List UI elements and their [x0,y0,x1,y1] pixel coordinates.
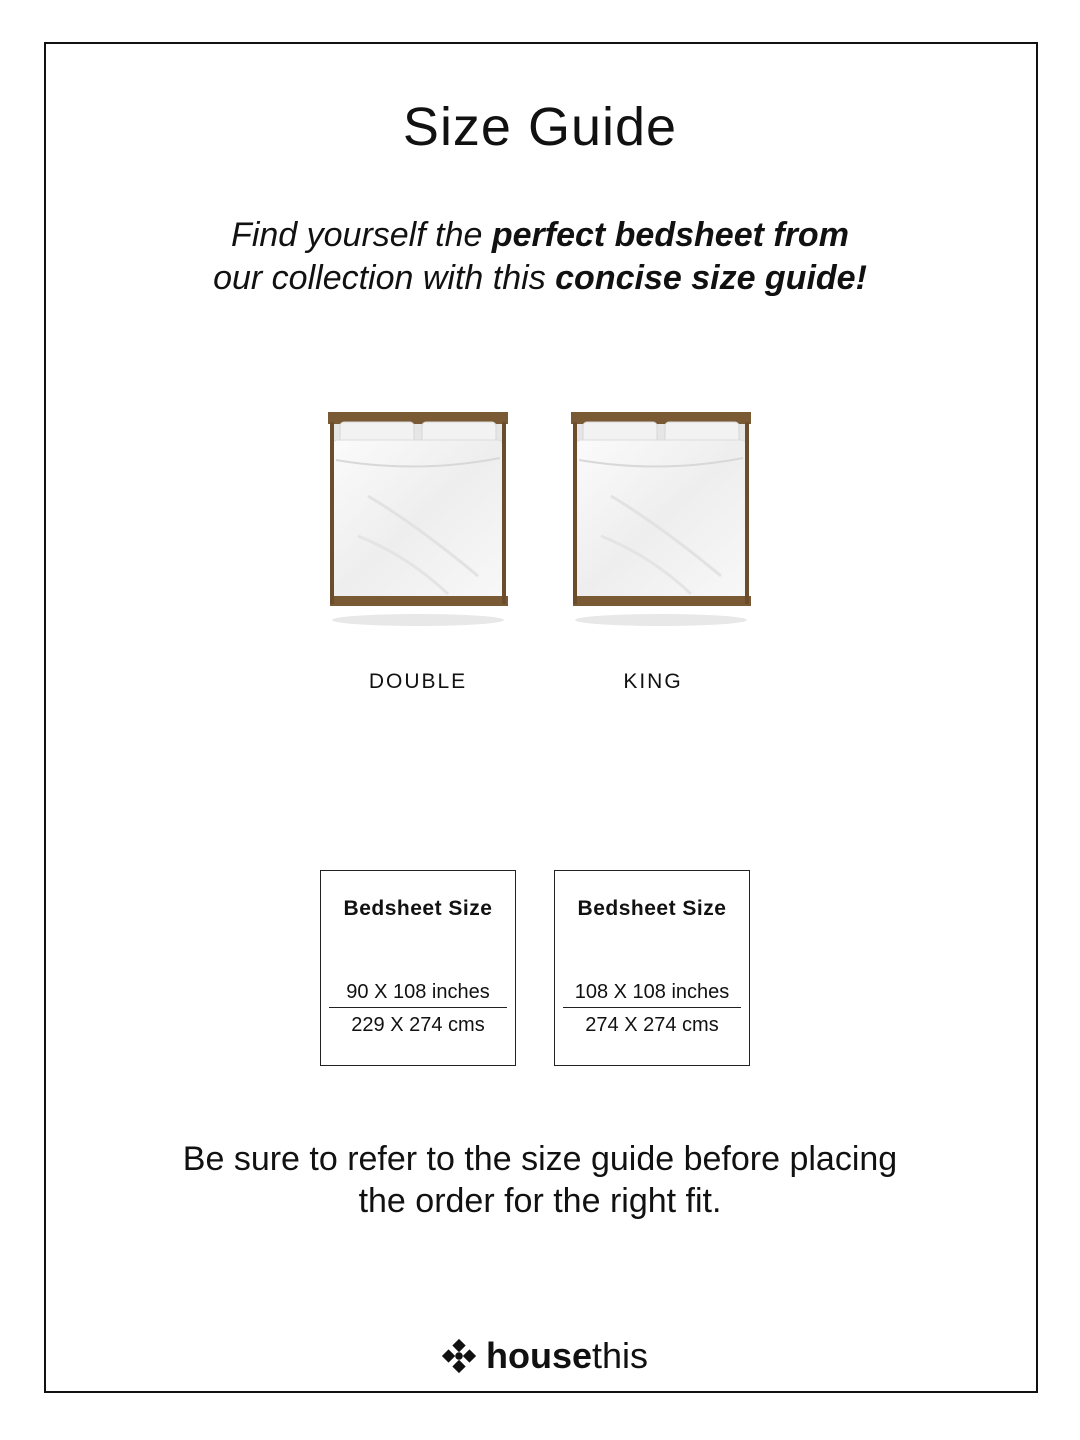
size-guide-note [0,1138,1080,1222]
king-bed-illustration [571,406,753,631]
brand-logo [440,1334,648,1378]
double-size-box [320,870,516,1066]
note-line-1: Be sure to refer to the size guide before placing [182,1140,898,1178]
double-bed-label: DOUBLE [368,670,468,693]
intro-line-1: Find yourself the perfect bedsheet from [231,216,849,254]
size-cms: 229 X 274 cms [351,1014,485,1036]
divider [329,1007,507,1008]
divider [563,1007,741,1008]
intro-text [0,214,1080,300]
size-box-heading: Bedsheet Size [343,897,493,920]
size-box-heading: Bedsheet Size [577,897,727,920]
size-inches: 90 X 108 inches [346,981,490,1003]
king-bed-label: KING [623,670,683,693]
housethis-logo-icon [440,1337,478,1375]
double-bed-illustration [328,406,510,631]
note-line-2: the order for the right fit. [358,1182,722,1220]
brand-name: housethis [486,1335,649,1376]
intro-line-2: our collection with this concise size guide! [213,259,867,297]
size-inches: 108 X 108 inches [574,981,730,1003]
king-size-box [554,870,750,1066]
page-title: Size Guide [402,97,678,157]
size-cms: 274 X 274 cms [585,1014,719,1036]
